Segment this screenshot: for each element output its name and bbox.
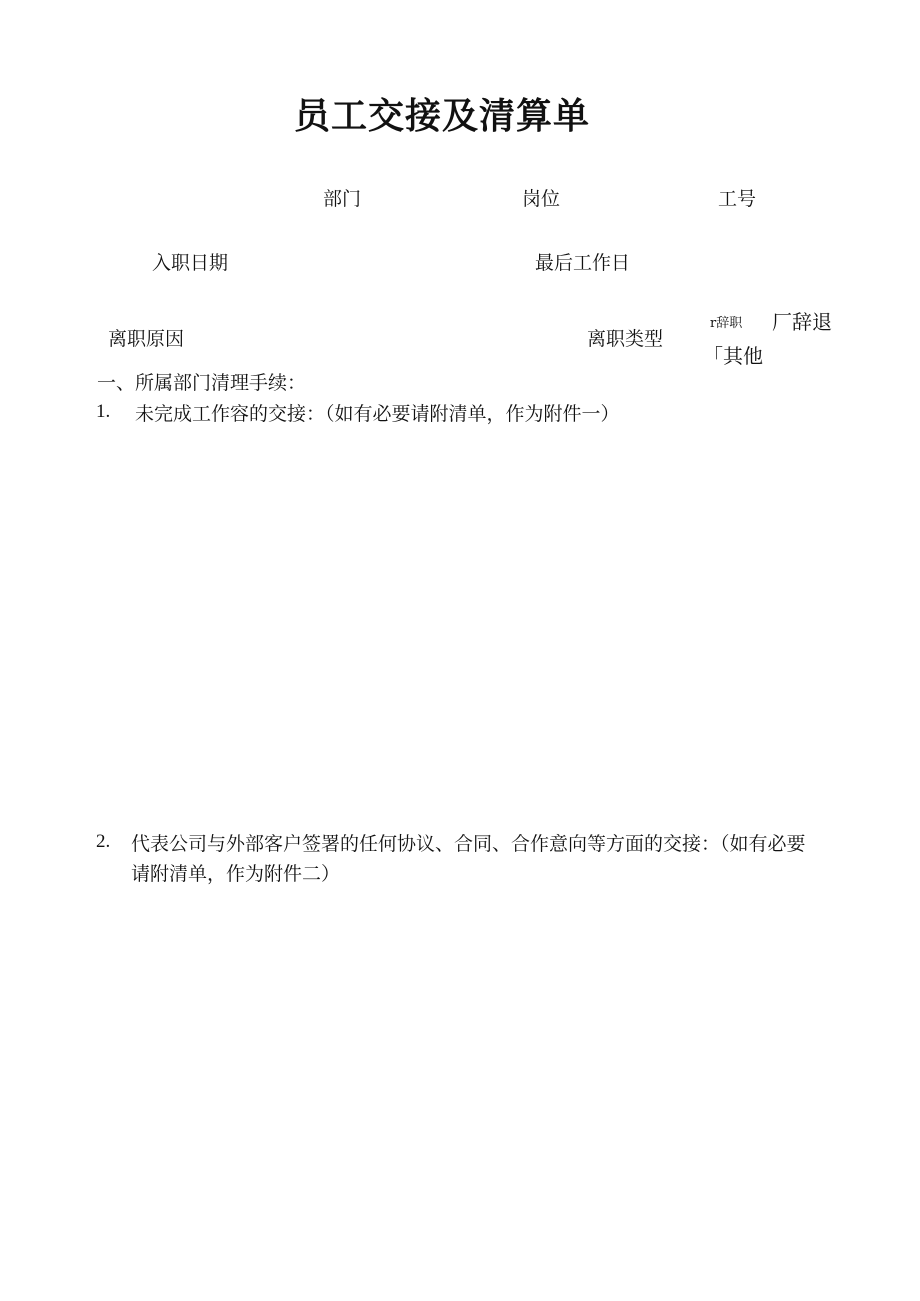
item-2-blank-area[interactable] xyxy=(131,892,876,1272)
item-2-text-line-2: 请附清单，作为附件二） xyxy=(131,863,341,885)
employee-number-label: 工号 xyxy=(718,188,757,210)
department-label: 部门 xyxy=(323,188,362,210)
position-label: 岗位 xyxy=(522,188,561,210)
leaving-type-label: 离职类型 xyxy=(587,328,664,350)
last-work-day-label: 最后工作日 xyxy=(535,252,631,274)
leaving-reason-label: 离职原因 xyxy=(108,328,185,350)
item-1-number: 1. xyxy=(96,401,111,422)
section-heading: 一、所属部门清理手续： xyxy=(97,372,307,394)
item-1-text: 未完成工作容的交接：（如有必要请附清单，作为附件一） xyxy=(135,403,620,425)
hire-date-label: 入职日期 xyxy=(152,252,229,274)
option-other-checkbox[interactable]: 「其他 xyxy=(703,344,763,368)
option-resign-checkbox[interactable]: r辞职 xyxy=(710,316,743,331)
form-title: 员工交接及清算单 xyxy=(293,96,590,137)
option-dismiss-checkbox[interactable]: 厂辞退 xyxy=(772,310,832,334)
item-2-number: 2. xyxy=(96,831,111,852)
item-2-text-line-1: 代表公司与外部客户签署的任何协议、合同、合作意向等方面的交接：（如有必要 xyxy=(131,833,806,855)
item-1-blank-area[interactable] xyxy=(135,432,875,812)
